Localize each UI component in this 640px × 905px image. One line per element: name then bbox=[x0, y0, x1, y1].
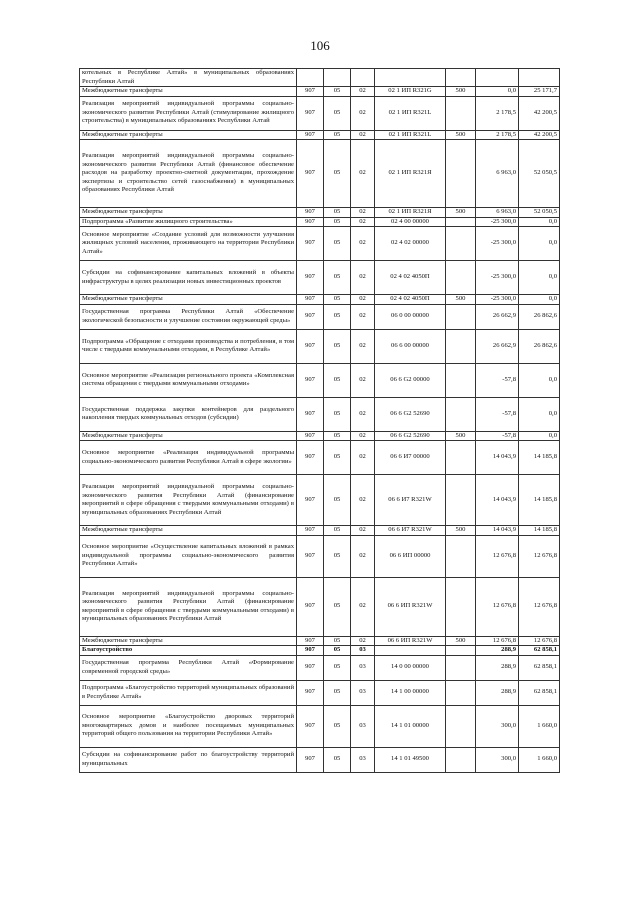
row-amount-2021: 2 178,5 bbox=[476, 96, 519, 130]
row-expense-type: 500 bbox=[446, 87, 476, 97]
row-amount-2022: 42 200,5 bbox=[519, 96, 560, 130]
table-row bbox=[80, 646, 560, 656]
row-target-article: 06 6 И7 00000 bbox=[375, 441, 446, 475]
row-ministry-code bbox=[297, 69, 324, 87]
row-expense-type bbox=[446, 646, 476, 656]
row-ministry-code: 907 bbox=[297, 535, 324, 577]
table-row bbox=[80, 636, 560, 646]
table-row bbox=[80, 363, 560, 397]
row-description: Межбюджетные трансферты bbox=[80, 636, 297, 646]
row-section-code: 05 bbox=[324, 705, 351, 747]
row-ministry-code: 907 bbox=[297, 96, 324, 130]
row-amount-2022: 1 660,0 bbox=[519, 747, 560, 772]
table-row bbox=[80, 747, 560, 772]
row-subsection-code: 02 bbox=[351, 295, 375, 305]
row-expense-type: 500 bbox=[446, 208, 476, 218]
table-row bbox=[80, 577, 560, 636]
row-target-article: 06 6 И7 R321W bbox=[375, 475, 446, 526]
row-section-code: 05 bbox=[324, 208, 351, 218]
row-description: Реализация мероприятий индивидуальной программы социально-экономического развития Республики Алтай (финансирование мероприятий в сфере обращения с твердыми коммунальными отходами) в муниципальных образованиях Республики Алтай bbox=[80, 475, 297, 526]
row-expense-type: 500 bbox=[446, 130, 476, 140]
row-amount-2022: 62 858,1 bbox=[519, 655, 560, 680]
row-target-article: 06 6 ИП 00000 bbox=[375, 535, 446, 577]
row-description: Подпрограмма «Развитие жилищного строительства» bbox=[80, 217, 297, 227]
row-amount-2021: -57,8 bbox=[476, 431, 519, 441]
row-amount-2021: 14 043,9 bbox=[476, 441, 519, 475]
row-expense-type bbox=[446, 397, 476, 431]
row-section-code: 05 bbox=[324, 747, 351, 772]
row-amount-2021: 26 662,9 bbox=[476, 304, 519, 329]
table-row bbox=[80, 130, 560, 140]
row-amount-2021: 288,9 bbox=[476, 680, 519, 705]
row-subsection-code: 02 bbox=[351, 130, 375, 140]
row-expense-type bbox=[446, 96, 476, 130]
table-row bbox=[80, 208, 560, 218]
row-description: Государственная программа Республики Алтай «Обеспечение экологической безопасности и улучшение состояния окружающей среды» bbox=[80, 304, 297, 329]
table-row bbox=[80, 680, 560, 705]
row-section-code: 05 bbox=[324, 130, 351, 140]
row-target-article: 06 6 G2 52690 bbox=[375, 397, 446, 431]
row-amount-2021: -25 300,0 bbox=[476, 227, 519, 261]
row-ministry-code: 907 bbox=[297, 655, 324, 680]
row-ministry-code: 907 bbox=[297, 140, 324, 208]
row-subsection-code: 02 bbox=[351, 475, 375, 526]
row-subsection-code: 02 bbox=[351, 96, 375, 130]
row-ministry-code: 907 bbox=[297, 431, 324, 441]
row-amount-2022: 0,0 bbox=[519, 397, 560, 431]
row-description: Реализация мероприятий индивидуальной программы социально-экономического развития Республики Алтай (финансовое обеспечение расходов на разработку проектно-сметной документации, прохождение экспертизы и строительство сетей газоснабжения) в муниципальных образованиях Республики Алтай bbox=[80, 140, 297, 208]
row-amount-2022: 12 676,8 bbox=[519, 577, 560, 636]
row-section-code: 05 bbox=[324, 363, 351, 397]
table-row bbox=[80, 217, 560, 227]
row-expense-type: 500 bbox=[446, 431, 476, 441]
table-row bbox=[80, 705, 560, 747]
row-subsection-code: 02 bbox=[351, 304, 375, 329]
row-expense-type bbox=[446, 217, 476, 227]
row-expense-type bbox=[446, 475, 476, 526]
row-amount-2022: 62 858,1 bbox=[519, 680, 560, 705]
row-expense-type bbox=[446, 140, 476, 208]
row-ministry-code: 907 bbox=[297, 217, 324, 227]
row-expense-type bbox=[446, 441, 476, 475]
row-ministry-code: 907 bbox=[297, 295, 324, 305]
row-amount-2022: 62 858,1 bbox=[519, 646, 560, 656]
row-subsection-code: 02 bbox=[351, 535, 375, 577]
row-subsection-code: 02 bbox=[351, 526, 375, 536]
row-expense-type bbox=[446, 329, 476, 363]
row-amount-2021: 2 178,5 bbox=[476, 130, 519, 140]
row-target-article: 06 6 G2 00000 bbox=[375, 363, 446, 397]
row-amount-2022: 0,0 bbox=[519, 431, 560, 441]
row-amount-2022: 14 185,8 bbox=[519, 526, 560, 536]
row-target-article: 02 1 ИП R321Я bbox=[375, 208, 446, 218]
row-amount-2022: 1 660,0 bbox=[519, 705, 560, 747]
row-subsection-code: 03 bbox=[351, 747, 375, 772]
row-subsection-code: 02 bbox=[351, 363, 375, 397]
table-row bbox=[80, 526, 560, 536]
row-ministry-code: 907 bbox=[297, 329, 324, 363]
row-amount-2022: 25 171,7 bbox=[519, 87, 560, 97]
row-amount-2021: -25 300,0 bbox=[476, 217, 519, 227]
row-ministry-code: 907 bbox=[297, 526, 324, 536]
row-amount-2021: 12 676,8 bbox=[476, 535, 519, 577]
row-amount-2022: 42 200,5 bbox=[519, 130, 560, 140]
row-ministry-code: 907 bbox=[297, 475, 324, 526]
row-ministry-code: 907 bbox=[297, 441, 324, 475]
row-section-code bbox=[324, 69, 351, 87]
row-ministry-code: 907 bbox=[297, 130, 324, 140]
row-subsection-code: 02 bbox=[351, 217, 375, 227]
row-expense-type bbox=[446, 655, 476, 680]
row-amount-2022: 12 676,8 bbox=[519, 535, 560, 577]
row-description: Межбюджетные трансферты bbox=[80, 130, 297, 140]
row-amount-2021: 12 676,8 bbox=[476, 577, 519, 636]
row-description: Основное мероприятие «Осуществление капитальных вложений в рамках индивидуальной программы социально-экономического развития Республики Алтай» bbox=[80, 535, 297, 577]
row-amount-2021: 300,0 bbox=[476, 747, 519, 772]
row-description: Основное мероприятие «Реализация регионального проекта «Комплексная система обращения с твердыми коммунальными отходами» bbox=[80, 363, 297, 397]
row-amount-2022: 14 185,8 bbox=[519, 475, 560, 526]
row-ministry-code: 907 bbox=[297, 304, 324, 329]
row-section-code: 05 bbox=[324, 295, 351, 305]
row-section-code: 05 bbox=[324, 227, 351, 261]
row-target-article: 02 1 ИП R321L bbox=[375, 130, 446, 140]
row-subsection-code: 02 bbox=[351, 140, 375, 208]
row-expense-type bbox=[446, 304, 476, 329]
row-amount-2022: 14 185,8 bbox=[519, 441, 560, 475]
row-amount-2022: 0,0 bbox=[519, 295, 560, 305]
row-amount-2021: 6 963,0 bbox=[476, 208, 519, 218]
table-row bbox=[80, 397, 560, 431]
row-expense-type bbox=[446, 363, 476, 397]
table-row bbox=[80, 227, 560, 261]
row-section-code: 05 bbox=[324, 655, 351, 680]
row-subsection-code: 02 bbox=[351, 431, 375, 441]
row-expense-type bbox=[446, 577, 476, 636]
row-target-article: 02 1 ИП R321Я bbox=[375, 140, 446, 208]
row-description: Межбюджетные трансферты bbox=[80, 526, 297, 536]
row-ministry-code: 907 bbox=[297, 636, 324, 646]
row-amount-2022: 0,0 bbox=[519, 227, 560, 261]
row-target-article: 02 4 02 4050П bbox=[375, 295, 446, 305]
row-ministry-code: 907 bbox=[297, 87, 324, 97]
row-amount-2021: -57,8 bbox=[476, 397, 519, 431]
row-subsection-code: 02 bbox=[351, 227, 375, 261]
row-amount-2021: 0,0 bbox=[476, 87, 519, 97]
row-expense-type bbox=[446, 69, 476, 87]
row-target-article: 06 6 G2 52690 bbox=[375, 431, 446, 441]
row-description: Государственная программа Республики Алтай «Формирование современной городской среды» bbox=[80, 655, 297, 680]
row-ministry-code: 907 bbox=[297, 363, 324, 397]
row-target-article: 14 1 01 00000 bbox=[375, 705, 446, 747]
row-amount-2022: 52 050,5 bbox=[519, 140, 560, 208]
row-subsection-code: 03 bbox=[351, 705, 375, 747]
row-section-code: 05 bbox=[324, 636, 351, 646]
row-section-code: 05 bbox=[324, 261, 351, 295]
row-section-code: 05 bbox=[324, 646, 351, 656]
table-row bbox=[80, 329, 560, 363]
row-target-article: 14 0 00 00000 bbox=[375, 655, 446, 680]
row-description: Основное мероприятие «Реализация индивидуальной программы социально-экономического развития Республики Алтай в сфере экологии» bbox=[80, 441, 297, 475]
row-description: Реализация мероприятий индивидуальной программы социально-экономического развития Республики Алтай (финансирование мероприятий в сфере обращения с твердыми коммунальными отходами) в муниципальных образованиях Республики Алтай bbox=[80, 577, 297, 636]
table-row bbox=[80, 96, 560, 130]
row-target-article: 06 6 И7 R321W bbox=[375, 526, 446, 536]
row-amount-2021: 300,0 bbox=[476, 705, 519, 747]
row-ministry-code: 907 bbox=[297, 646, 324, 656]
row-subsection-code: 03 bbox=[351, 646, 375, 656]
row-target-article: 02 4 00 00000 bbox=[375, 217, 446, 227]
row-section-code: 05 bbox=[324, 329, 351, 363]
row-target-article: 06 6 ИП R321W bbox=[375, 636, 446, 646]
row-target-article bbox=[375, 69, 446, 87]
row-description: Подпрограмма «Благоустройство территорий муниципальных образований в Республике Алтай» bbox=[80, 680, 297, 705]
row-amount-2022: 0,0 bbox=[519, 217, 560, 227]
row-expense-type bbox=[446, 535, 476, 577]
row-section-code: 05 bbox=[324, 680, 351, 705]
row-section-code: 05 bbox=[324, 431, 351, 441]
row-description: Государственная поддержка закупки контейнеров для раздельного накопления твердых коммунальных отходов (субсидии) bbox=[80, 397, 297, 431]
table-row bbox=[80, 431, 560, 441]
row-amount-2022: 26 862,6 bbox=[519, 329, 560, 363]
row-description: Межбюджетные трансферты bbox=[80, 87, 297, 97]
row-amount-2021: 14 043,9 bbox=[476, 526, 519, 536]
row-target-article: 14 1 01 49500 bbox=[375, 747, 446, 772]
row-section-code: 05 bbox=[324, 397, 351, 431]
table-row bbox=[80, 295, 560, 305]
row-section-code: 05 bbox=[324, 304, 351, 329]
row-description: Субсидии на софинансирование капитальных вложений в объекты инфраструктуры в целях реализации новых инвестиционных проектов bbox=[80, 261, 297, 295]
row-expense-type bbox=[446, 261, 476, 295]
row-section-code: 05 bbox=[324, 535, 351, 577]
row-target-article: 06 6 ИП R321W bbox=[375, 577, 446, 636]
row-target-article: 02 1 ИП R321L bbox=[375, 96, 446, 130]
row-amount-2021 bbox=[476, 69, 519, 87]
table-row bbox=[80, 140, 560, 208]
table-row bbox=[80, 535, 560, 577]
row-description: Реализация мероприятий индивидуальной программы социально-экономического развития Республики Алтай (стимулирование жилищного строительства) в муниципальных образованиях Республики Алтай bbox=[80, 96, 297, 130]
table-row bbox=[80, 655, 560, 680]
row-description: Благоустройство bbox=[80, 646, 297, 656]
row-section-code: 05 bbox=[324, 577, 351, 636]
row-amount-2021: 288,9 bbox=[476, 646, 519, 656]
row-ministry-code: 907 bbox=[297, 261, 324, 295]
row-subsection-code: 03 bbox=[351, 655, 375, 680]
row-description: Межбюджетные трансферты bbox=[80, 431, 297, 441]
row-ministry-code: 907 bbox=[297, 747, 324, 772]
row-target-article: 02 1 ИП R321G bbox=[375, 87, 446, 97]
table-row bbox=[80, 475, 560, 526]
row-description: Субсидии на софинансирование работ по благоустройству территорий муниципальных bbox=[80, 747, 297, 772]
row-section-code: 05 bbox=[324, 87, 351, 97]
row-description: Межбюджетные трансферты bbox=[80, 208, 297, 218]
row-expense-type bbox=[446, 227, 476, 261]
row-subsection-code: 02 bbox=[351, 577, 375, 636]
row-target-article: 06 6 00 00000 bbox=[375, 329, 446, 363]
row-amount-2021: -25 300,0 bbox=[476, 261, 519, 295]
row-amount-2021: -25 300,0 bbox=[476, 295, 519, 305]
page-number: 106 bbox=[310, 38, 330, 53]
row-amount-2022: 12 676,8 bbox=[519, 636, 560, 646]
row-subsection-code: 02 bbox=[351, 397, 375, 431]
row-target-article: 02 4 02 00000 bbox=[375, 227, 446, 261]
table-row bbox=[80, 69, 560, 87]
row-amount-2022: 0,0 bbox=[519, 363, 560, 397]
row-subsection-code bbox=[351, 69, 375, 87]
row-amount-2021: 12 676,8 bbox=[476, 636, 519, 646]
row-target-article: 14 1 00 00000 bbox=[375, 680, 446, 705]
row-description: Основное мероприятие «Создание условий для возможности улучшения жилищных условий населения, проживающего на территории Республики Алтай» bbox=[80, 227, 297, 261]
row-ministry-code: 907 bbox=[297, 577, 324, 636]
row-ministry-code: 907 bbox=[297, 705, 324, 747]
row-amount-2021: 14 043,9 bbox=[476, 475, 519, 526]
row-description: Основное мероприятие «Благоустройство дворовых территорий многоквартирных домов и наиболее посещаемых муниципальных территорий общего пользования на территории Республики Алтай» bbox=[80, 705, 297, 747]
row-amount-2021: 288,9 bbox=[476, 655, 519, 680]
row-subsection-code: 02 bbox=[351, 87, 375, 97]
row-amount-2021: 26 662,9 bbox=[476, 329, 519, 363]
table-row bbox=[80, 261, 560, 295]
row-target-article bbox=[375, 646, 446, 656]
row-amount-2022: 26 862,6 bbox=[519, 304, 560, 329]
row-expense-type: 500 bbox=[446, 295, 476, 305]
row-section-code: 05 bbox=[324, 475, 351, 526]
row-subsection-code: 03 bbox=[351, 680, 375, 705]
row-amount-2021: 6 963,0 bbox=[476, 140, 519, 208]
row-section-code: 05 bbox=[324, 140, 351, 208]
table-row bbox=[80, 87, 560, 97]
row-subsection-code: 02 bbox=[351, 208, 375, 218]
row-amount-2022: 0,0 bbox=[519, 261, 560, 295]
table-row bbox=[80, 441, 560, 475]
row-section-code: 05 bbox=[324, 217, 351, 227]
row-amount-2022: 52 050,5 bbox=[519, 208, 560, 218]
row-ministry-code: 907 bbox=[297, 680, 324, 705]
row-section-code: 05 bbox=[324, 96, 351, 130]
row-subsection-code: 02 bbox=[351, 441, 375, 475]
row-expense-type bbox=[446, 705, 476, 747]
row-subsection-code: 02 bbox=[351, 329, 375, 363]
row-description: котельных в Республике Алтай» в муниципальных образованиях Республики Алтай bbox=[80, 69, 297, 87]
row-section-code: 05 bbox=[324, 441, 351, 475]
row-amount-2021: -57,8 bbox=[476, 363, 519, 397]
table-row bbox=[80, 304, 560, 329]
row-section-code: 05 bbox=[324, 526, 351, 536]
row-expense-type: 500 bbox=[446, 636, 476, 646]
row-subsection-code: 02 bbox=[351, 261, 375, 295]
row-description: Подпрограмма «Обращение с отходами производства и потребления, в том числе с твердыми коммунальными отходами, в Республике Алтай» bbox=[80, 329, 297, 363]
budget-table bbox=[79, 68, 560, 773]
row-ministry-code: 907 bbox=[297, 227, 324, 261]
row-expense-type bbox=[446, 680, 476, 705]
row-ministry-code: 907 bbox=[297, 397, 324, 431]
row-amount-2022 bbox=[519, 69, 560, 87]
row-target-article: 06 0 00 00000 bbox=[375, 304, 446, 329]
row-expense-type: 500 bbox=[446, 526, 476, 536]
budget-table-body bbox=[80, 69, 560, 773]
row-ministry-code: 907 bbox=[297, 208, 324, 218]
row-expense-type bbox=[446, 747, 476, 772]
row-description: Межбюджетные трансферты bbox=[80, 295, 297, 305]
row-target-article: 02 4 02 4050П bbox=[375, 261, 446, 295]
row-subsection-code: 02 bbox=[351, 636, 375, 646]
